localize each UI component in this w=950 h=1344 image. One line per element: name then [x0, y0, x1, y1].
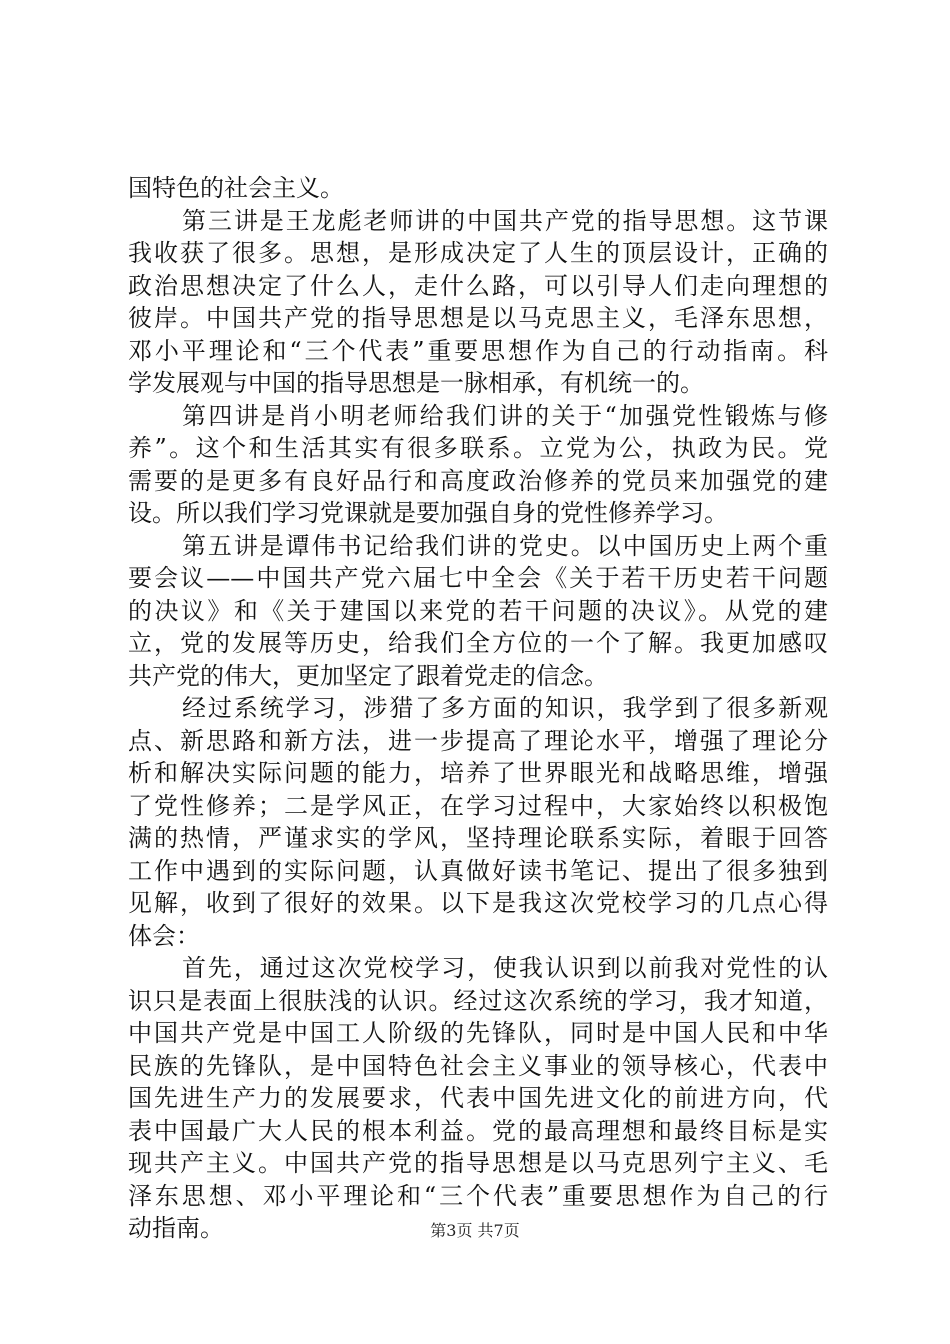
text-line: 了党性修养；二是学风正，在学习过程中，大家始终以积极饱	[128, 791, 828, 820]
text-line: 民族的先锋队，是中国特色社会主义事业的领导核心，代表中	[128, 1051, 828, 1080]
text-line: 国先进生产力的发展要求，代表中国先进文化的前进方向，代	[128, 1084, 828, 1112]
text-line: 动指南。	[128, 1214, 224, 1242]
text-line: 立，党的发展等历史，给我们全方位的一个了解。我更加感叹	[128, 629, 828, 657]
text-line: 邓小平理论和“三个代表”重要思想作为自己的行动指南。科	[128, 336, 828, 365]
text-line: 现共产主义。中国共产党的指导思想是以马克思列宁主义、毛	[128, 1149, 828, 1177]
text-line: 需要的是更多有良好品行和高度政治修养的党员来加强党的建	[128, 466, 828, 495]
text-line: 表中国最广大人民的根本利益。党的最高理想和最终目标是实	[128, 1116, 828, 1145]
text-line: 学发展观与中国的指导思想是一脉相承，有机统一的。	[128, 369, 704, 397]
text-line: 我收获了很多。思想，是形成决定了人生的顶层设计，正确的	[128, 239, 828, 267]
text-line: 中国共产党是中国工人阶级的先锋队，同时是中国人民和中华	[128, 1019, 828, 1047]
text-line: 要会议——中国共产党六届七中全会《关于若干历史若干问题	[128, 564, 828, 592]
text-line: 政治思想决定了什么人，走什么路，可以引导人们走向理想的	[128, 271, 828, 300]
text-line: 满的热情，严谨求实的学风，坚持理论联系实际，着眼于回答	[128, 824, 828, 852]
text-line: 共产党的伟大，更加坚定了跟着党走的信念。	[128, 661, 608, 690]
page-footer: 第3页 共7页	[430, 1221, 520, 1240]
text-line: 的决议》和《关于建国以来党的若干问题的决议》。从党的建	[128, 596, 828, 625]
text-line: 点、新思路和新方法，进一步提高了理论水平，增强了理论分	[128, 726, 828, 755]
text-line: 设。所以我们学习党课就是要加强自身的党性修养学习。	[128, 499, 728, 527]
text-line: 首先，通过这次党校学习，使我认识到以前我对党性的认	[182, 954, 828, 982]
text-line: 第五讲是谭伟书记给我们讲的党史。以中国历史上两个重	[182, 531, 828, 560]
text-line: 工作中遇到的实际问题，认真做好读书笔记、提出了很多独到	[128, 856, 828, 885]
text-line: 彼岸。中国共产党的指导思想是以马克思主义，毛泽东思想，	[128, 304, 828, 332]
text-line: 经过系统学习，涉猎了多方面的知识，我学到了很多新观	[182, 694, 828, 722]
text-line: 第四讲是肖小明老师给我们讲的关于“加强党性锻炼与修	[182, 401, 828, 430]
body-text	[128, 172, 828, 1245]
text-line: 第三讲是王龙彪老师讲的中国共产党的指导思想。这节课	[182, 206, 828, 235]
text-line: 体会：	[128, 921, 200, 950]
text-line: 养”。这个和生活其实有很多联系。立党为公，执政为民。党	[128, 434, 828, 462]
text-line: 国特色的社会主义。	[128, 174, 344, 202]
text-line: 析和解决实际问题的能力，培养了世界眼光和战略思维，增强	[128, 759, 828, 787]
text-line: 见解，收到了很好的效果。以下是我这次党校学习的几点心得	[128, 889, 828, 917]
text-line: 泽东思想、邓小平理论和“三个代表”重要思想作为自己的行	[128, 1181, 828, 1210]
text-line: 识只是表面上很肤浅的认识。经过这次系统的学习，我才知道，	[128, 986, 828, 1015]
